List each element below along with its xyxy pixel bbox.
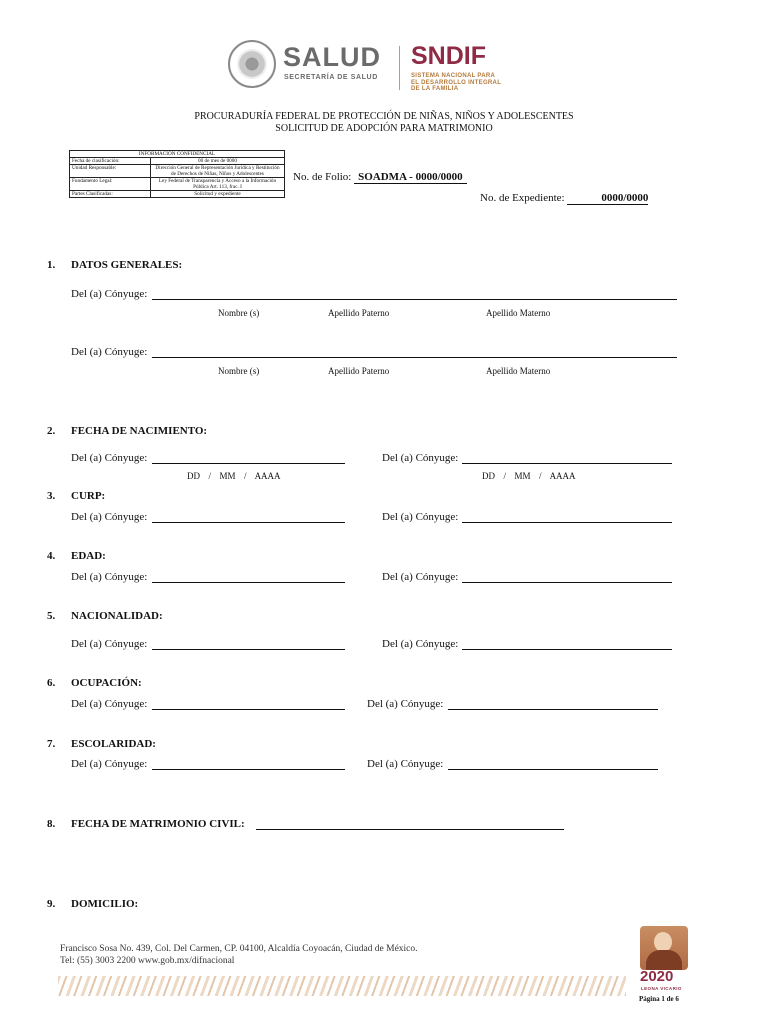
section-escolaridad: ESCOLARIDAD: [71,738,156,750]
conyuge-label: Del (a) Cónyuge: [71,346,148,358]
conyuge-2-curp-field[interactable] [462,522,672,523]
conyuge-1-name-field[interactable] [152,299,677,300]
conyuge-1-curp-field[interactable] [152,522,345,523]
leona-vicario-portrait-icon [640,926,688,970]
mexican-seal-icon [228,40,276,88]
conyuge-1-ocupacion-field[interactable] [152,709,345,710]
decorative-band [58,976,626,996]
conyuge-2-birthdate-field[interactable] [462,463,672,464]
logo-divider [399,46,400,90]
conyuge-2-ocupacion-field[interactable] [448,709,658,710]
document-title-line2: SOLICITUD DE ADOPCIÓN PARA MATRIMONIO [275,123,493,134]
salud-subtitle: SECRETARÍA DE SALUD [284,74,378,81]
conyuge-2-edad-field[interactable] [462,582,672,583]
conyuge-1-edad-field[interactable] [152,582,345,583]
confidential-info-table: INFORMACION CONFIDENCIAL Fecha de clasificación: 00 de mes de 0000 Unidad Responsable: Dirección General de Representación Jurídica y Restitución de Derechos de Niñas, Niños y Adolescentes Fundamento Legal: Ley Federal de Transparencia y Acceso a la Información Pública Art. 113, frac. I Partes Clasificadas: Solicitud y expediente [69,150,285,198]
conyuge-1-birthdate-field[interactable] [152,463,345,464]
year-logo: 2020 [640,968,674,985]
section-fecha-matrimonio: FECHA DE MATRIMONIO CIVIL: [71,818,245,830]
footer-address: Francisco Sosa No. 439, Col. Del Carmen, CP. 04100, Alcaldía Coyoacán, Ciudad de México. [60,944,418,954]
fecha-matrimonio-field[interactable] [256,829,564,830]
salud-logo: SALUD [283,42,381,72]
page-number: Página 1 de 6 [639,995,679,1003]
conyuge-2-escolaridad-field[interactable] [448,769,658,770]
date-format-hint: DD / MM / AAAA [482,471,576,481]
conyuge-2-name-field[interactable] [152,357,677,358]
expediente-field: No. de Expediente: 0000/0000 [480,192,649,204]
conyuge-2-nacionalidad-field[interactable] [462,649,672,650]
document-title-line1: PROCURADURÍA FEDERAL DE PROTECCIÓN DE NIÑAS, NIÑOS Y ADOLESCENTES [194,111,574,122]
sndif-logo: SNDIF [411,42,486,70]
year-logo-label: LEONA VICARIO [641,986,682,991]
section-datos-generales: DATOS GENERALES: [71,259,183,271]
section-number: 1. [47,259,56,271]
conyuge-1-nacionalidad-field[interactable] [152,649,345,650]
sndif-subtitle: SISTEMA NACIONAL PARA EL DESARROLLO INTEGRAL DE LA FAMILIA [411,73,502,92]
folio-field: No. de Folio: SOADMA - 0000/0000 [293,171,467,184]
section-fecha-nacimiento: FECHA DE NACIMIENTO: [71,425,208,437]
footer-contact: Tel: (55) 3003 2200 www.gob.mx/difnacional [60,956,235,966]
section-ocupacion: OCUPACIÓN: [71,677,142,689]
expediente-value[interactable]: 0000/0000 [567,192,648,205]
section-curp: CURP: [71,490,106,502]
section-domicilio: DOMICILIO: [71,898,139,910]
conyuge-label: Del (a) Cónyuge: [71,288,148,300]
folio-value[interactable]: SOADMA - 0000/0000 [354,171,467,184]
section-edad: EDAD: [71,550,106,562]
conyuge-1-escolaridad-field[interactable] [152,769,345,770]
date-format-hint: DD / MM / AAAA [187,471,281,481]
confidential-heading: INFORMACION CONFIDENCIAL [70,151,285,158]
section-nacionalidad: NACIONALIDAD: [71,610,163,622]
